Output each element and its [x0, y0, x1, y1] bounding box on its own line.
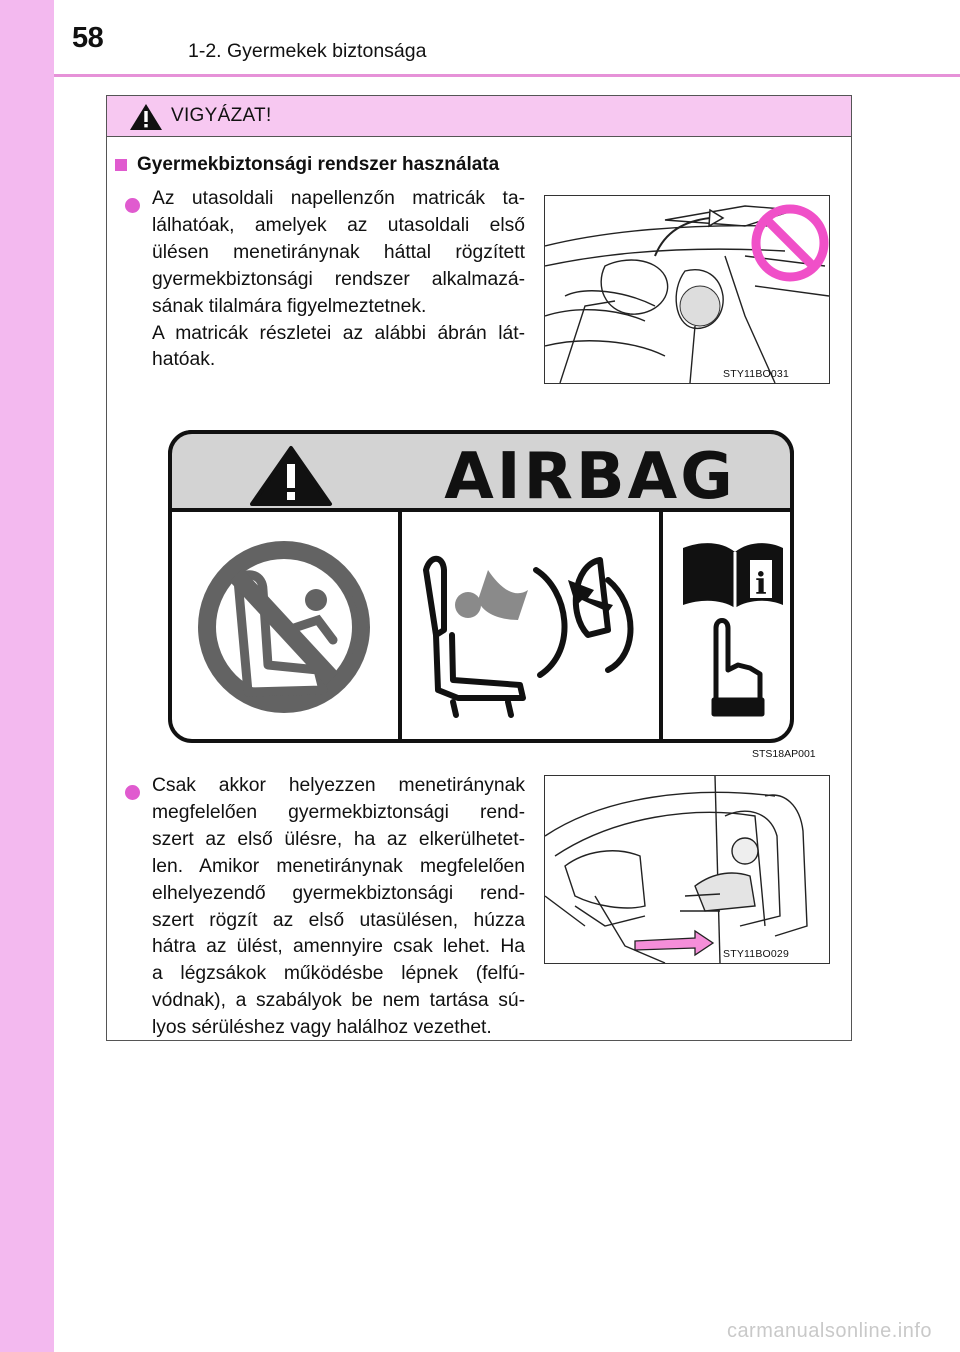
- page-number: 58: [72, 22, 104, 54]
- watermark-text: carmanualsonline.info: [726, 1320, 932, 1342]
- figure-code: STY11BO029: [723, 948, 790, 960]
- text-line: A matricák részletei az alábbi ábrán lát-: [152, 322, 525, 344]
- text-line: hátra az ülést, amennyire csak lehet. Ha: [152, 936, 525, 958]
- square-bullet-icon: [115, 159, 127, 171]
- warning-triangle-icon: [129, 103, 163, 131]
- warning-header: [107, 96, 851, 137]
- figure-code: STY11BO031: [723, 368, 790, 380]
- chapter-side-tab: [0, 0, 54, 1352]
- text-line: sának tilalmára figyelmeztetnek.: [152, 295, 427, 317]
- subheading: [115, 154, 499, 176]
- text-line: elhelyezendő gyermekbiztonsági rend-: [152, 882, 525, 904]
- car-interior-illustration: [545, 196, 829, 383]
- text-line: szert rögzít az első utasülésen, húzza: [152, 909, 525, 931]
- svg-text:i: i: [755, 567, 767, 602]
- airbag-warning-label: [168, 430, 794, 743]
- text-line: Az utasoldali napellenzőn matricák ta-: [152, 188, 525, 209]
- bullet-dot-icon: [125, 198, 140, 213]
- text-line: a légzsákok működésbe lépnek (felfú-: [152, 963, 525, 985]
- no-rear-facing-seat-icon: [198, 541, 370, 713]
- text-line: lálhatóak, amelyek az utasoldali első: [152, 214, 525, 236]
- owners-manual-icon: [683, 543, 783, 608]
- subheading-text: Gyermekbiztonsági rendszer használata: [137, 154, 500, 175]
- figure-code: STS18AP001: [752, 748, 816, 760]
- header-rule: [54, 74, 960, 77]
- text-line: vódnak), a szabályok be nem tartása sú-: [152, 990, 525, 1012]
- text-line: len. Amikor menetiránynak megfelelően: [152, 855, 525, 877]
- child-seat-illustration: [545, 776, 829, 963]
- text-line: megfelelően gyermekbiztonsági rend-: [152, 801, 525, 823]
- text-line: szert az első ülésre, ha az elkerülhetet-: [152, 828, 525, 850]
- airbag-title: AIRBAG: [444, 440, 736, 514]
- text-line: lyos sérüléshez vagy halálhoz vezethet.: [152, 1017, 492, 1039]
- text-line: ülésen menetiránynak háttal rögzített: [152, 241, 525, 263]
- text-line: Csak akkor helyezzen menetiránynak: [152, 775, 525, 796]
- warning-title: VIGYÁZAT!: [171, 105, 272, 126]
- bullet-2-text: [152, 773, 525, 1042]
- sun-visor-figure: [544, 195, 830, 384]
- bullet-1-text: [152, 186, 525, 374]
- child-seat-figure: [544, 775, 830, 964]
- section-title: 1-2. Gyermekek biztonsága: [188, 40, 427, 62]
- text-line: hatóak.: [152, 349, 216, 371]
- bullet-dot-icon: [125, 785, 140, 800]
- text-line: gyermekbiztonsági rendszer alkalmazá-: [152, 268, 525, 290]
